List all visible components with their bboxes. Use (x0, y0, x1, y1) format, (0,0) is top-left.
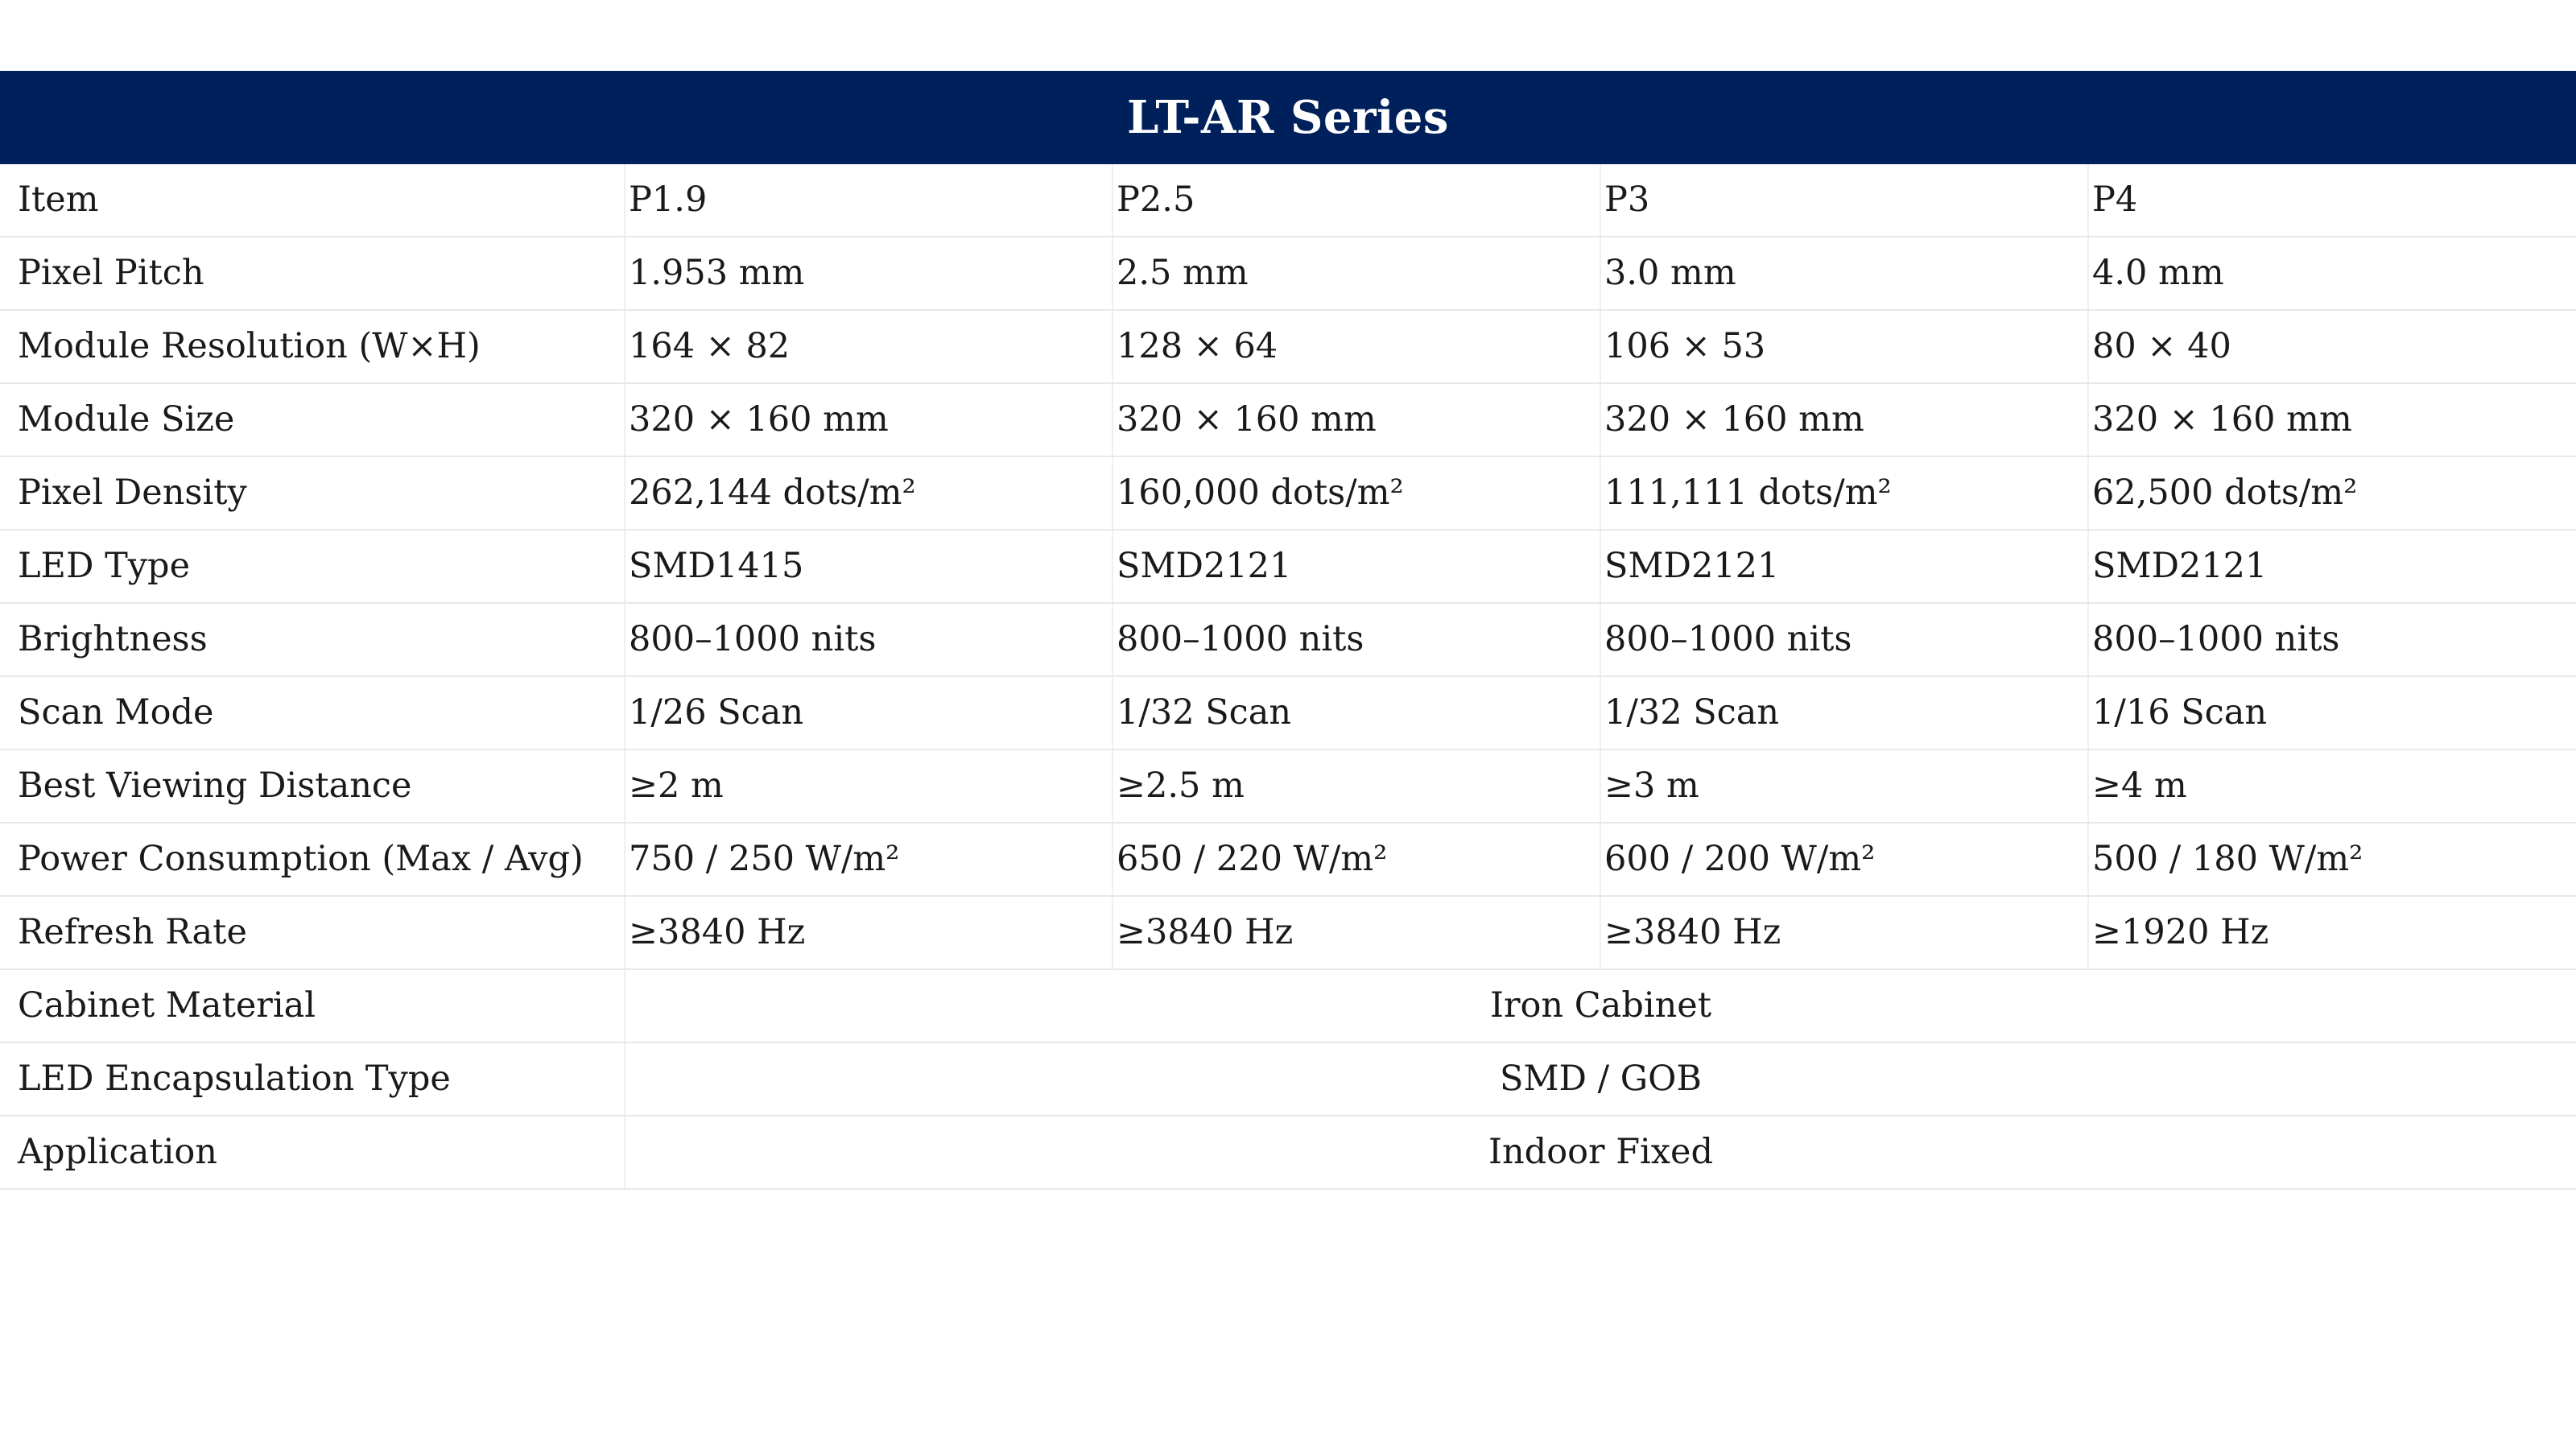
cell-value: ≥2.5 m (1113, 749, 1600, 823)
spec-sheet (0, 71, 2576, 1190)
cell-value: 800–1000 nits (2088, 603, 2576, 676)
merged-cell-value: Indoor Fixed (625, 1116, 2576, 1189)
table-row (0, 749, 2576, 823)
cell-value: ≥2 m (625, 749, 1113, 823)
table-row (0, 969, 2576, 1042)
cell-value: 160,000 dots/m² (1113, 456, 1600, 530)
cell-value: 106 × 53 (1600, 310, 2088, 383)
cell-value: 164 × 82 (625, 310, 1113, 383)
cell-value: P1.9 (625, 164, 1113, 237)
row-label: Power Consumption (Max / Avg) (0, 823, 625, 896)
merged-cell-value: Iron Cabinet (625, 969, 2576, 1042)
table-row (0, 237, 2576, 310)
cell-value: P2.5 (1113, 164, 1600, 237)
row-label: Application (0, 1116, 625, 1189)
table-row (0, 603, 2576, 676)
cell-value: SMD2121 (1113, 530, 1600, 603)
cell-value: 262,144 dots/m² (625, 456, 1113, 530)
table-row (0, 1116, 2576, 1189)
table-row (0, 164, 2576, 237)
table-row (0, 676, 2576, 749)
cell-value: 600 / 200 W/m² (1600, 823, 2088, 896)
cell-value: 111,111 dots/m² (1600, 456, 2088, 530)
table-row (0, 823, 2576, 896)
cell-value: 650 / 220 W/m² (1113, 823, 1600, 896)
cell-value: P4 (2088, 164, 2576, 237)
row-label: Scan Mode (0, 676, 625, 749)
cell-value: 320 × 160 mm (1600, 383, 2088, 456)
cell-value: 800–1000 nits (1600, 603, 2088, 676)
row-label: LED Encapsulation Type (0, 1042, 625, 1116)
cell-value: 320 × 160 mm (2088, 383, 2576, 456)
table-row (0, 383, 2576, 456)
row-label: LED Type (0, 530, 625, 603)
table-row (0, 310, 2576, 383)
table-row (0, 896, 2576, 969)
cell-value: 750 / 250 W/m² (625, 823, 1113, 896)
cell-value: 1/26 Scan (625, 676, 1113, 749)
cell-value: ≥3840 Hz (1113, 896, 1600, 969)
spec-table-body (0, 164, 2576, 1189)
cell-value: 4.0 mm (2088, 237, 2576, 310)
cell-value: 800–1000 nits (625, 603, 1113, 676)
table-row (0, 530, 2576, 603)
cell-value: 1/32 Scan (1113, 676, 1600, 749)
cell-value: ≥4 m (2088, 749, 2576, 823)
row-label: Module Resolution (W×H) (0, 310, 625, 383)
cell-value: 1/32 Scan (1600, 676, 2088, 749)
cell-value: 1.953 mm (625, 237, 1113, 310)
cell-value: 800–1000 nits (1113, 603, 1600, 676)
row-label: Pixel Pitch (0, 237, 625, 310)
row-label: Pixel Density (0, 456, 625, 530)
row-label: Item (0, 164, 625, 237)
cell-value: 320 × 160 mm (1113, 383, 1600, 456)
row-label: Best Viewing Distance (0, 749, 625, 823)
table-title: LT-AR Series (0, 71, 2576, 164)
cell-value: ≥3840 Hz (1600, 896, 2088, 969)
cell-value: ≥1920 Hz (2088, 896, 2576, 969)
cell-value: 80 × 40 (2088, 310, 2576, 383)
cell-value: 62,500 dots/m² (2088, 456, 2576, 530)
cell-value: ≥3 m (1600, 749, 2088, 823)
table-row (0, 1042, 2576, 1116)
merged-cell-value: SMD / GOB (625, 1042, 2576, 1116)
row-label: Module Size (0, 383, 625, 456)
cell-value: 500 / 180 W/m² (2088, 823, 2576, 896)
row-label: Cabinet Material (0, 969, 625, 1042)
cell-value: 2.5 mm (1113, 237, 1600, 310)
cell-value: P3 (1600, 164, 2088, 237)
cell-value: 1/16 Scan (2088, 676, 2576, 749)
cell-value: 128 × 64 (1113, 310, 1600, 383)
cell-value: ≥3840 Hz (625, 896, 1113, 969)
spec-table (0, 164, 2576, 1190)
cell-value: SMD1415 (625, 530, 1113, 603)
cell-value: 320 × 160 mm (625, 383, 1113, 456)
cell-value: SMD2121 (2088, 530, 2576, 603)
cell-value: 3.0 mm (1600, 237, 2088, 310)
row-label: Refresh Rate (0, 896, 625, 969)
row-label: Brightness (0, 603, 625, 676)
cell-value: SMD2121 (1600, 530, 2088, 603)
table-row (0, 456, 2576, 530)
